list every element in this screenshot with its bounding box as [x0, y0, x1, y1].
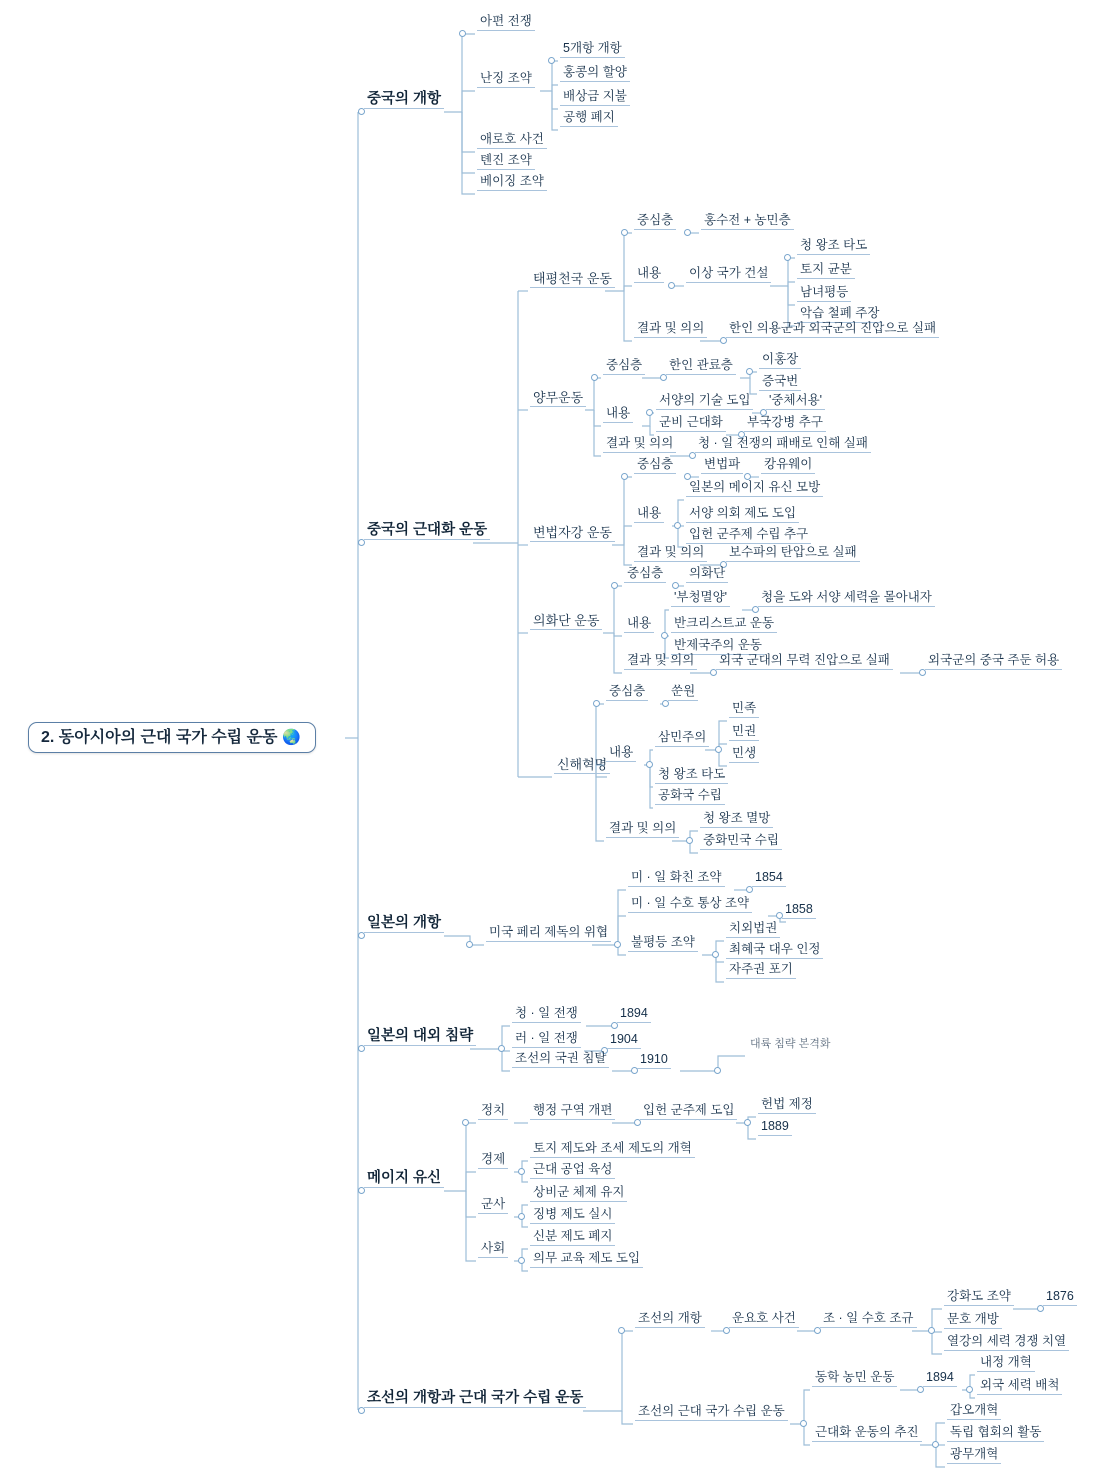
node-nanjing-treaty[interactable]: 난징 조약 — [477, 70, 535, 88]
node-yangwu-result-detail[interactable]: 청 · 일 전쟁의 패배로 인해 실패 — [695, 435, 871, 453]
node-gender-equality[interactable]: 남녀평등 — [797, 284, 851, 302]
connector-dot — [646, 761, 653, 768]
connector-dot — [674, 522, 681, 529]
branch-meiji-restoration[interactable]: 메이지 유신 — [364, 1170, 444, 1188]
node-byeonbeop-movement[interactable]: 변법자강 운동 — [530, 524, 615, 542]
node-reform-faction[interactable]: 변법파 — [701, 456, 743, 474]
node-tianjin-treaty[interactable]: 톈진 조약 — [477, 152, 535, 170]
node-continental-invasion[interactable]: 대륙 침략 본격화 — [750, 1038, 831, 1050]
node-xinhai-content[interactable]: 내용 — [606, 744, 636, 762]
node-three-principles[interactable]: 삼민주의 — [655, 729, 709, 747]
node-li-hongzhang[interactable]: 이홍장 — [759, 351, 801, 369]
connector-dot — [634, 1119, 641, 1126]
connector-dot — [917, 1386, 924, 1393]
node-byeonbeop-result-detail[interactable]: 보수파의 탄압으로 실패 — [726, 544, 860, 562]
node-internal-reform[interactable]: 내정 개혁 — [977, 1354, 1035, 1372]
node-taiping-result[interactable]: 결과 및 의의 — [634, 320, 707, 338]
node-arrow-incident[interactable]: 애로호 사건 — [477, 131, 547, 149]
node-yangwu-movement[interactable]: 양무운동 — [530, 389, 586, 407]
connector-dot — [712, 951, 719, 958]
node-byeonbeop-content[interactable]: 내용 — [634, 505, 664, 523]
connector-dot — [358, 539, 365, 546]
node-ganghwa-treaty[interactable]: 강화도 조약 — [944, 1288, 1014, 1306]
node-year-1889[interactable]: 1889 — [758, 1118, 792, 1136]
connector-dot — [611, 1022, 618, 1029]
branch-china-modernization[interactable]: 중국의 근대화 운동 — [364, 522, 490, 540]
node-establish-republic[interactable]: 공화국 수립 — [655, 787, 725, 805]
connector-dot — [518, 1213, 525, 1220]
node-year-1904[interactable]: 1904 — [607, 1031, 641, 1049]
node-compulsory-education[interactable]: 의무 교육 제도 도입 — [530, 1250, 643, 1268]
connector-dot — [518, 1168, 525, 1175]
connector-dot — [459, 30, 466, 37]
connector-dot — [928, 1327, 935, 1334]
node-harris-treaty[interactable]: 미 · 일 수호 통상 조약 — [628, 895, 752, 913]
node-byeonbeop-core[interactable]: 중심층 — [634, 456, 676, 474]
node-ideal-state[interactable]: 이상 국가 건설 — [686, 265, 771, 283]
connector-dot — [752, 606, 759, 613]
branch-china-opening[interactable]: 중국의 개항 — [364, 91, 444, 109]
branch-japan-opening[interactable]: 일본의 개항 — [364, 915, 444, 933]
connector-dot — [1037, 1305, 1044, 1312]
node-taiping-movement[interactable]: 태평천국 운동 — [530, 270, 615, 288]
node-independence-club[interactable]: 독립 협회의 활동 — [947, 1424, 1044, 1442]
node-overthrow-qing[interactable]: 청 왕조 타도 — [797, 237, 870, 255]
node-joseon-modern-state[interactable]: 조선의 근대 국가 수립 운동 — [635, 1403, 788, 1421]
node-class-abolition[interactable]: 신분 제도 폐지 — [530, 1228, 615, 1246]
connector-dot — [358, 108, 365, 115]
connector-dot — [661, 632, 668, 639]
node-unequal-treaty[interactable]: 불평등 조약 — [628, 934, 698, 952]
connector-dot — [466, 941, 473, 948]
node-boxer-result-detail[interactable]: 외국 군대의 무력 진압으로 실패 — [716, 652, 893, 670]
node-opium-war[interactable]: 아편 전쟁 — [477, 13, 535, 31]
node-anti-imperialist[interactable]: 반제국주의 운동 — [671, 637, 765, 655]
node-joseon-japan-treaty[interactable]: 조 · 일 수호 조규 — [820, 1310, 917, 1328]
connector-dot — [611, 582, 618, 589]
node-western-parliament[interactable]: 서양 의회 제도 도입 — [686, 505, 799, 523]
connector-dot — [358, 932, 365, 939]
connector-dot — [672, 582, 679, 589]
node-constitutional-monarchy[interactable]: 입헌 군주제 도입 — [640, 1102, 737, 1120]
node-yangwu-result[interactable]: 결과 및 의의 — [603, 435, 676, 453]
connector-dot — [746, 886, 753, 893]
connector-dot — [814, 1327, 821, 1334]
node-nationalism[interactable]: 민족 — [729, 700, 759, 718]
connector-dot — [689, 452, 696, 459]
node-year-1854[interactable]: 1854 — [752, 869, 786, 887]
node-land-tax-reform[interactable]: 토지 제도와 조세 제도의 개혁 — [530, 1140, 695, 1158]
node-taiping-content[interactable]: 내용 — [634, 265, 664, 283]
connector-dot — [919, 669, 926, 676]
node-modernization-push[interactable]: 근대화 운동의 추진 — [812, 1424, 922, 1442]
node-donghak-movement[interactable]: 동학 농민 운동 — [812, 1369, 897, 1387]
node-conscription[interactable]: 징병 제도 실시 — [530, 1206, 615, 1224]
node-land-equalization[interactable]: 토지 균분 — [797, 261, 855, 279]
branch-joseon-opening[interactable]: 조선의 개항과 근대 국가 수립 운동 — [364, 1390, 586, 1408]
node-anti-christian[interactable]: 반크리스트교 운동 — [671, 615, 777, 633]
node-boxer-core[interactable]: 중심층 — [624, 565, 666, 583]
node-sino-japanese-war[interactable]: 청 · 일 전쟁 — [512, 1005, 581, 1023]
node-year-1876[interactable]: 1876 — [1043, 1288, 1077, 1306]
node-xinhai-result[interactable]: 결과 및 의의 — [606, 820, 679, 838]
node-perry-threat[interactable]: 미국 페리 제독의 위협 — [486, 924, 611, 942]
branch-japan-aggression[interactable]: 일본의 대외 침략 — [364, 1028, 476, 1046]
node-han-bureaucrats[interactable]: 한인 관료층 — [666, 357, 736, 375]
node-unyo-incident[interactable]: 운요호 사건 — [729, 1310, 799, 1328]
connector-dot — [646, 409, 653, 416]
globe-icon: 🌏 — [281, 729, 301, 746]
connector-dot — [548, 57, 555, 64]
connector-dot — [621, 473, 628, 480]
node-taiping-core[interactable]: 중심층 — [634, 212, 676, 230]
node-boxer-result[interactable]: 결과 및 의의 — [624, 652, 697, 670]
connector-dot — [591, 374, 598, 381]
node-year-1858[interactable]: 1858 — [782, 901, 816, 919]
node-extraterritoriality[interactable]: 치외법권 — [726, 920, 780, 938]
connector-dot — [966, 1386, 973, 1393]
connector-dot — [358, 1407, 365, 1414]
connector-dot — [518, 1257, 525, 1264]
node-society[interactable]: 사회 — [478, 1240, 508, 1258]
root-node[interactable] — [28, 722, 316, 753]
connector-dot — [668, 282, 675, 289]
node-joseon-port-opening[interactable]: 조선의 개항 — [635, 1310, 705, 1328]
node-indemnity[interactable]: 배상금 지불 — [560, 88, 630, 106]
node-wealth-power[interactable]: 부국강병 추구 — [744, 414, 826, 432]
node-russo-japanese-war[interactable]: 러 · 일 전쟁 — [512, 1030, 581, 1048]
node-yangwu-core[interactable]: 중심층 — [603, 357, 645, 375]
node-open-door[interactable]: 문호 개방 — [944, 1311, 1002, 1329]
node-boxer-content[interactable]: 내용 — [624, 615, 654, 633]
connector-dot — [662, 700, 669, 707]
node-jungche-seoyong[interactable]: '중체서용' — [766, 392, 825, 410]
node-sun-yatsen[interactable]: 쑨원 — [668, 683, 698, 701]
node-abolish-customs[interactable]: 악습 철폐 주장 — [797, 305, 882, 323]
connector-dot — [714, 1067, 721, 1074]
node-power-competition[interactable]: 열강의 세력 경쟁 치열 — [944, 1333, 1069, 1351]
node-constitution-enacted[interactable]: 헌법 제정 — [758, 1096, 816, 1114]
node-taiping-result-detail[interactable]: 한인 의용군과 외국군의 진압으로 실패 — [726, 320, 939, 338]
root-label: 2. 동아시아의 근대 국가 수립 운동 — [41, 729, 278, 746]
node-kang-youwei[interactable]: 캉유웨이 — [761, 456, 815, 474]
node-kanagawa-treaty[interactable]: 미 · 일 화친 조약 — [628, 869, 725, 887]
node-expel-foreign-powers[interactable]: 외국 세력 배척 — [977, 1377, 1062, 1395]
node-year-1894-donghak[interactable]: 1894 — [923, 1369, 957, 1387]
node-economy[interactable]: 경제 — [478, 1151, 508, 1169]
node-buqing-myeolyang[interactable]: '부청멸양' — [671, 589, 730, 607]
node-buqing-explanation[interactable]: 청을 도와 서양 세력을 몰아내자 — [758, 589, 935, 607]
node-roc-founded[interactable]: 중화민국 수립 — [700, 832, 782, 850]
connector-dot — [744, 1119, 751, 1126]
node-xinhai-core[interactable]: 중심층 — [606, 683, 648, 701]
node-yangwu-content[interactable]: 내용 — [603, 405, 633, 423]
node-sovereignty-waiver[interactable]: 자주권 포기 — [726, 961, 796, 979]
connector-dot — [710, 669, 717, 676]
connector-dot — [723, 1327, 730, 1334]
connector-dot — [800, 1420, 807, 1427]
connector-dot — [684, 229, 691, 236]
connector-dot — [498, 1045, 505, 1052]
connector-dot — [720, 337, 727, 344]
connector-dot — [593, 700, 600, 707]
node-admin-reorg[interactable]: 행정 구역 개편 — [530, 1102, 615, 1120]
node-qing-fall[interactable]: 청 왕조 멸망 — [700, 810, 773, 828]
connector-dot — [784, 254, 791, 261]
connector-dot — [932, 1441, 939, 1448]
node-democracy[interactable]: 민권 — [729, 723, 759, 741]
node-overthrow-qing-2[interactable]: 청 왕조 타도 — [655, 766, 728, 784]
node-boxer-movement[interactable]: 의화단 운동 — [530, 612, 602, 630]
node-mfn-status[interactable]: 최혜국 대우 인정 — [726, 941, 823, 959]
node-year-1894[interactable]: 1894 — [617, 1005, 651, 1023]
node-livelihood[interactable]: 민생 — [729, 745, 759, 763]
connector-dot — [358, 1045, 365, 1052]
connector-dot — [462, 1119, 469, 1126]
node-korea-annexation[interactable]: 조선의 국권 침탈 — [512, 1050, 609, 1068]
node-five-ports[interactable]: 5개항 개항 — [560, 40, 625, 58]
node-boxer-group[interactable]: 의화단 — [686, 565, 728, 583]
node-military-modernization[interactable]: 군비 근대화 — [656, 414, 726, 432]
connector-dot — [746, 368, 753, 375]
node-gonghang-abolition[interactable]: 공행 폐지 — [560, 109, 618, 127]
node-meiji-imitation[interactable]: 일본의 메이지 유신 모방 — [686, 479, 823, 497]
node-beijing-treaty[interactable]: 베이징 조약 — [477, 173, 547, 191]
connector-dot — [660, 374, 667, 381]
connector-dot — [686, 837, 693, 844]
node-gwangmu-reform[interactable]: 광무개혁 — [947, 1446, 1001, 1464]
node-xinhai-revolution[interactable]: 신해혁명 — [554, 756, 610, 774]
node-taiping-core-detail[interactable]: 홍수전 + 농민층 — [701, 212, 794, 230]
node-military[interactable]: 군사 — [478, 1196, 508, 1214]
connector-dot — [358, 1187, 365, 1194]
connector-dot — [621, 229, 628, 236]
node-politics[interactable]: 정치 — [478, 1102, 508, 1120]
node-gabo-reform[interactable]: 갑오개혁 — [947, 1402, 1001, 1420]
node-zeng-guofan[interactable]: 증국번 — [759, 373, 801, 391]
node-western-tech[interactable]: 서양의 기술 도입 — [656, 392, 753, 410]
node-modern-industry[interactable]: 근대 공업 육성 — [530, 1161, 615, 1179]
node-year-1910[interactable]: 1910 — [637, 1051, 671, 1069]
connector-dot — [614, 941, 621, 948]
node-foreign-troops-stationed[interactable]: 외국군의 중국 주둔 허용 — [925, 652, 1062, 670]
node-standing-army[interactable]: 상비군 체제 유지 — [530, 1184, 627, 1202]
connector-dot — [618, 1327, 625, 1334]
node-constitutional-monarchy-pursuit[interactable]: 입헌 군주제 수립 추구 — [686, 526, 811, 544]
connector-dot — [715, 746, 722, 753]
node-hongkong-cession[interactable]: 홍콩의 할양 — [560, 64, 630, 82]
node-byeonbeop-result[interactable]: 결과 및 의의 — [634, 544, 707, 562]
